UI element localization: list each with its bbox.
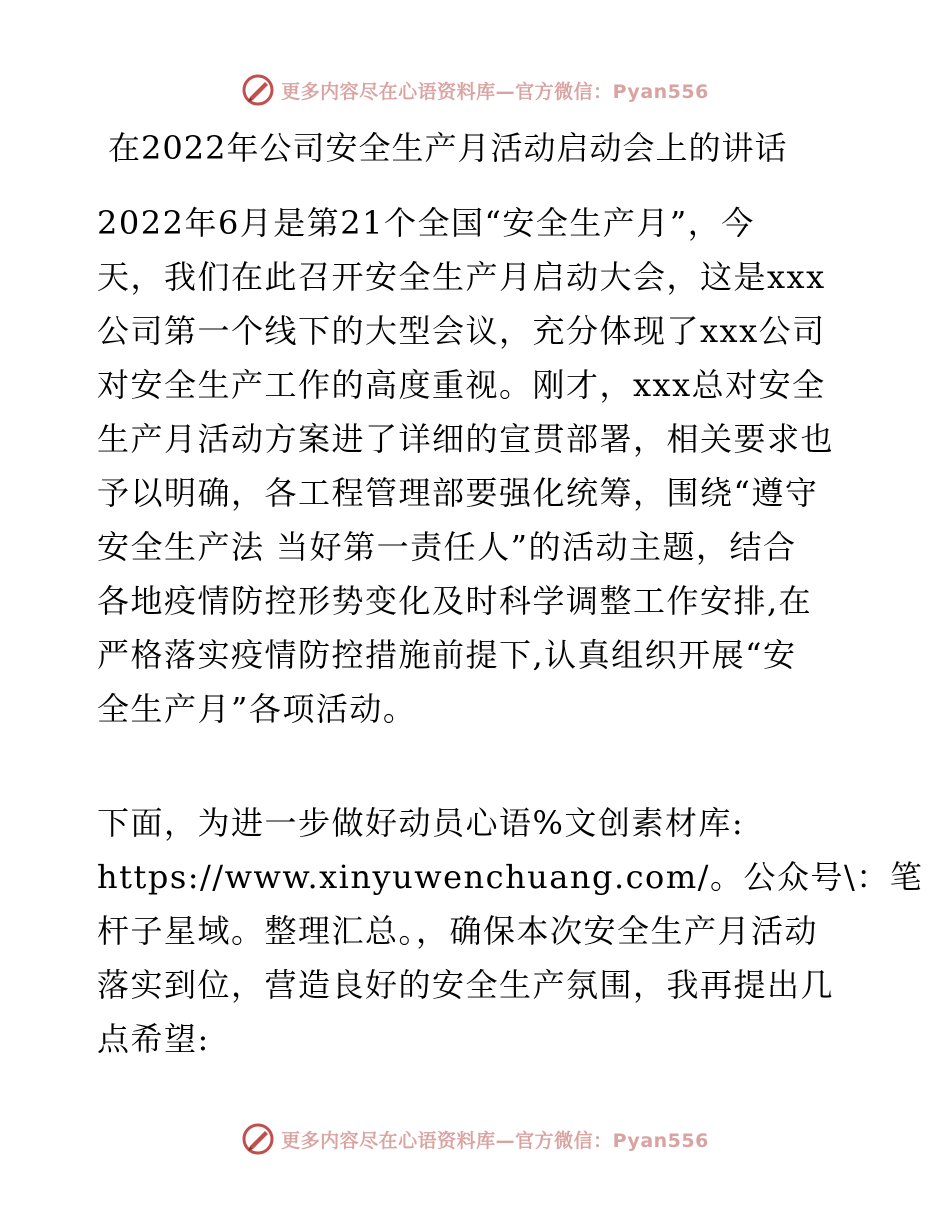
paragraph-line: 2022年6月是第21个全国“安全生产月”，今 (97, 204, 755, 242)
paragraph-line: 严格落实疫情防控措施前提下,认真组织开展“安 (97, 636, 797, 674)
watermark-text: 更多内容尽在心语资料库—官方微信：Pyan556 (281, 1129, 709, 1152)
paragraph-1 (97, 196, 857, 736)
paragraph-line: 下面，为进一步做好动员心语%文创素材库: (97, 804, 745, 842)
paragraph-line: https://www.xinyuwenchuang.com/。公众号\：笔 (97, 858, 924, 896)
paragraph-line: 安全生产法 当好第一责任人”的活动主题，结合 (97, 528, 797, 566)
paragraph-2 (97, 796, 924, 1066)
watermark-logo-icon (241, 73, 275, 107)
header-watermark (0, 70, 950, 110)
paragraph-line: 各地疫情防控形势变化及时科学调整工作安排,在 (97, 582, 813, 620)
paragraph-line: 落实到位，营造良好的安全生产氛围，我再提出几 (97, 966, 835, 1004)
paragraph-line: 生产月活动方案进了详细的宣贯部署，相关要求也 (97, 420, 835, 458)
paragraph-line: 对安全生产工作的高度重视。刚才，xxx总对安全 (97, 366, 826, 404)
watermark-logo-icon (241, 1122, 275, 1156)
paragraph-line: 天，我们在此召开安全生产月启动大会，这是xxx (97, 258, 826, 296)
paragraph-line: 点希望: (97, 1020, 210, 1058)
watermark-text: 更多内容尽在心语资料库—官方微信：Pyan556 (281, 80, 709, 103)
paragraph-line: 予以明确，各工程管理部要强化统筹，围绕“遵守 (97, 474, 819, 512)
document-title: 在2022年公司安全生产月活动启动会上的讲话 (108, 129, 788, 167)
paragraph-line: 杆子星域。整理汇总。，确保本次安全生产月活动 (97, 912, 819, 950)
paragraph-line: 全生产月”各项活动。 (97, 690, 417, 728)
paragraph-line: 公司第一个线下的大型会议，充分体现了xxx公司 (97, 312, 826, 350)
footer-watermark (0, 1119, 950, 1159)
